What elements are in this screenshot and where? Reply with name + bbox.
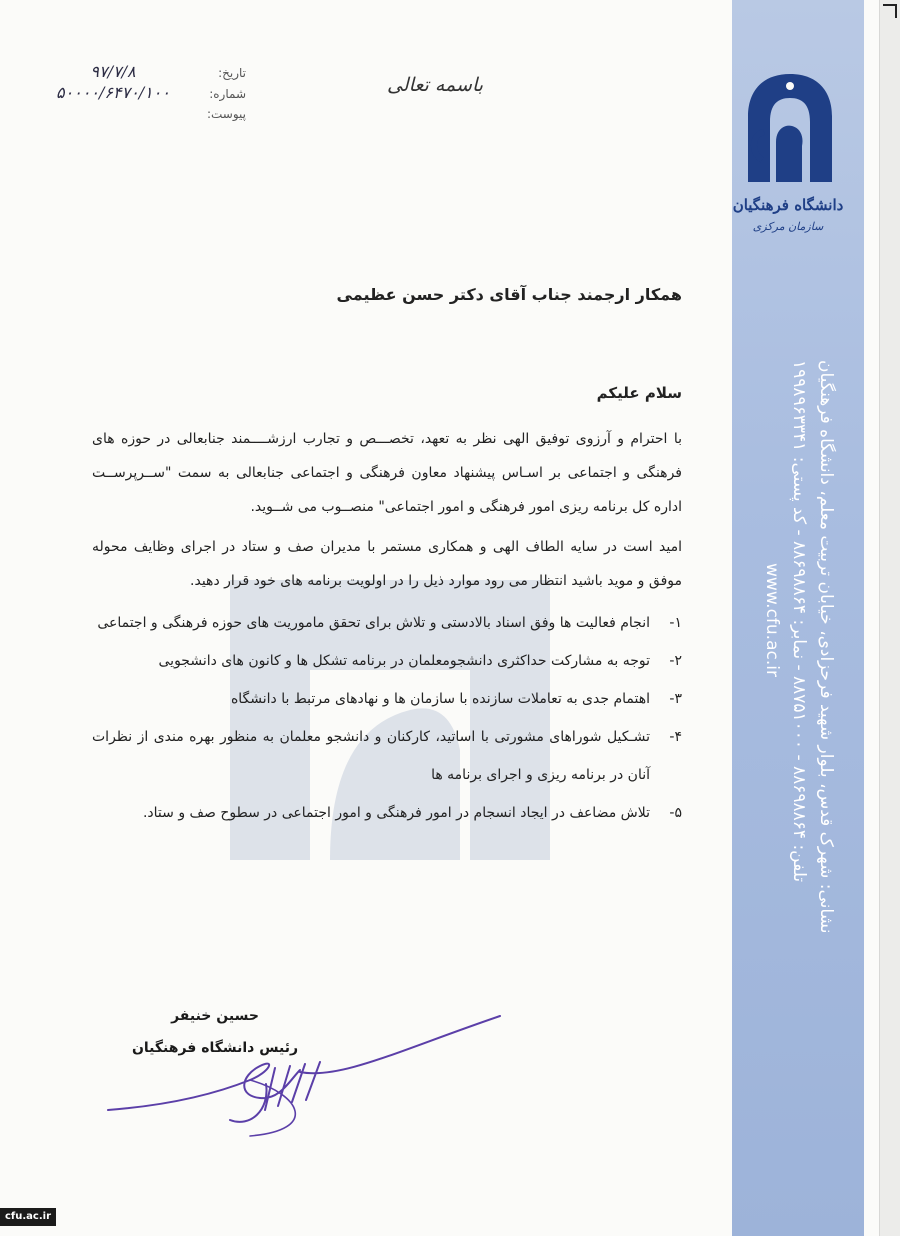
paragraph: امید است در سایه الطاف الهی و همکاری مستمر با مدیران صف و ستاد در اجرای وظایف محوله موفق و موید باشید انتظار می رود موارد ذیل را در اولویت برنامه های خود قرار دهید.: [92, 539, 682, 589]
meta-number-label: شماره:: [209, 87, 246, 101]
letter-meta: [30, 62, 246, 124]
sidebar-address: نشانی: شهرک قدس، بلوار شهید فرحزادی، خیابان تربیت معلم، دانشگاه فرهنگیان: [815, 360, 836, 934]
sidebar-phone: تلفن: ۸۸۶۹۸۸۶۴ - ۸۸۷۵۱۰۰۰ - نمابر: ۸۸۶۹۸۸۶۴ - کد پستی: ۱۹۹۸۹۶۳۳۴۱: [788, 360, 809, 883]
meta-date-value: ۹۷/۷/۸: [90, 62, 136, 81]
logo-subtitle: سازمان مرکزی: [752, 220, 824, 233]
list-item: [92, 794, 682, 832]
list-item-text: اهتمام جدی به تعاملات سازنده با سازمان ها و نهادهای مرتبط با دانشگاه: [230, 691, 650, 707]
corner-mark-icon: [883, 4, 897, 18]
list-item-text: انجام فعالیت ها وفق اسناد بالادستی و تلاش برای تحقق ماموریت های حوزه فرهنگی و اجتماعی: [97, 615, 650, 631]
list-item-number: ۳-: [669, 691, 682, 707]
meta-date: [30, 62, 246, 83]
page-edge: [879, 0, 900, 1236]
list-item: [92, 718, 682, 794]
handwritten-signature-icon: [100, 1010, 530, 1140]
list-item: [92, 604, 682, 642]
site-badge: cfu.ac.ir: [0, 1208, 56, 1226]
list-item-number: ۲-: [669, 653, 682, 669]
sidebar-website: www.cfu.ac.ir: [761, 563, 782, 677]
meta-number-value: ۵۰۰۰۰/۶۴۷۰/۱۰۰: [56, 83, 170, 102]
meta-attachment: [30, 104, 246, 124]
meta-number: [30, 83, 246, 104]
university-logo-icon: [740, 70, 840, 190]
signer-title: رئیس دانشگاه فرهنگیان: [131, 1040, 299, 1056]
list-item-text: تشـکیل شوراهای مشورتی با اساتید، کارکنان و دانشجو معلمان به منظور بهره مندی از نظرات آنان در برنامه ریزی و اجرای برنامه ها: [92, 729, 650, 783]
meta-attachment-label: پیوست:: [206, 107, 246, 121]
list-item-text: توجه به مشارکت حداکثری دانشجومعلمان در برنامه تشکل ها و کانون های دانشجویی: [158, 653, 650, 669]
list-item: [92, 642, 682, 680]
list-item-text: تلاش مضاعف در ایجاد انسجام در امور فرهنگی و امور اجتماعی در سطوح صف و ستاد.: [142, 805, 650, 821]
sidebar-contact: [757, 360, 839, 934]
paragraph: با احترام و آرزوی توفیق الهی نظر به تعهد، تخصـــص و تجارب ارزشــــمند جنابعالی در حوزه های فرهنگی و اجتماعی بر اسـاس پیشنهاد معاون فرهنگی و اجتماعی جنابعالی به سمت "ســرپرســت اداره کل برنامه ریزی امور فرهنگی و امور اجتماعی" منصــوب می شــوید.: [92, 431, 682, 515]
bismillah-heading: باسمه تعالی: [386, 74, 484, 96]
list-item-number: ۴-: [669, 729, 682, 745]
greeting: سلام علیکم: [596, 384, 682, 402]
letter-body: [92, 285, 682, 832]
salutation: همکار ارجمند جناب آقای دکتر حسن عظیمی: [336, 285, 682, 304]
list-item-number: ۵-: [669, 805, 682, 821]
list-item-number: ۱-: [669, 615, 682, 631]
meta-date-label: تاریخ:: [218, 66, 246, 80]
signer-name: حسین خنیفر: [171, 1008, 259, 1024]
list-item: [92, 680, 682, 718]
logo-name: دانشگاه فرهنگیان: [732, 196, 844, 214]
